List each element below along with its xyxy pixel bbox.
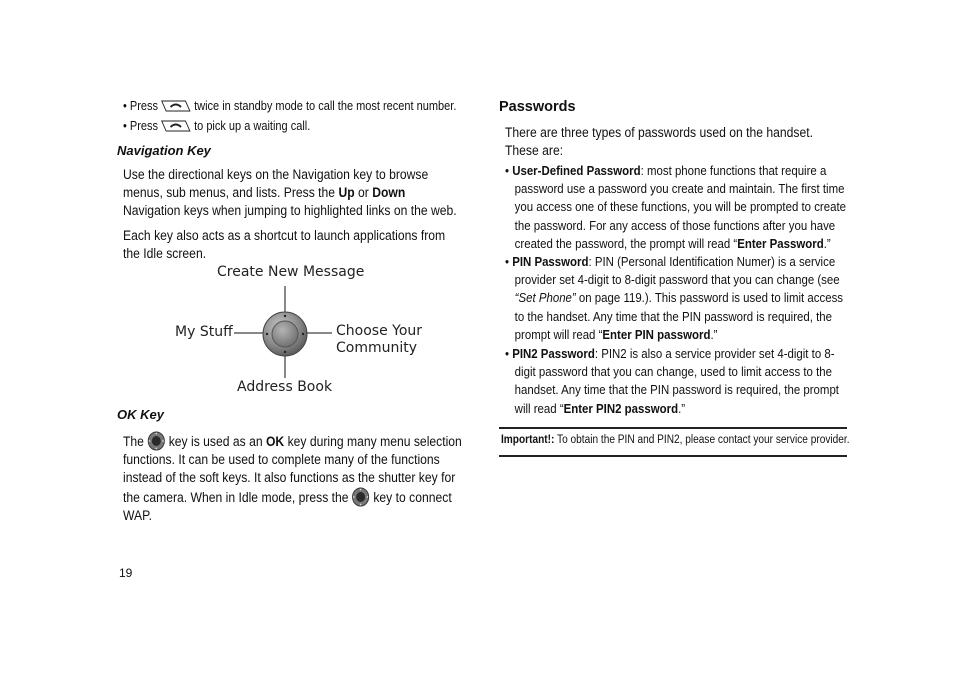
ok-key-icon bbox=[147, 431, 165, 451]
send-key-icon bbox=[161, 100, 191, 112]
navigation-key-heading: Navigation Key bbox=[117, 143, 211, 158]
send-key-icon bbox=[161, 120, 191, 132]
password-item-pin2: • PIN2 Password: PIN2 is also a service provider set 4-digit to 8-digit password that you can change, used to limit access to the handset. Any time that the PIN password is required, the prompt will read “Enter PIN2 password.” bbox=[505, 346, 839, 416]
bullet-send-key-waiting: • Press to pick up a waiting call. bbox=[123, 119, 311, 133]
diagram-label-right-2: Community bbox=[336, 340, 418, 356]
important-note: Important!: To obtain the PIN and PIN2, please contact your service provider. bbox=[501, 434, 850, 446]
navigation-key-diagram bbox=[230, 284, 340, 379]
bullet-send-key-twice: • Press twice in standby mode to call the most recent number. bbox=[123, 99, 457, 113]
diagram-label-bottom: Address Book bbox=[237, 379, 333, 395]
password-item-pin: • PIN Password: PIN (Personal Identification Numer) is a service provider set 4-digit to 8-digit password that you can change (see “Set Phone” on page 119.). This password is used to limit access to the handset. Any time that the PIN password is required, the prompt will read “Enter PIN password.” bbox=[505, 254, 844, 342]
navigation-shortcut-paragraph: Each key also acts as a shortcut to launch applications from the Idle screen. bbox=[123, 228, 446, 261]
note-bottom-rule bbox=[499, 455, 847, 457]
ok-key-heading: OK Key bbox=[117, 407, 164, 422]
diagram-label-left: My Stuff bbox=[175, 324, 233, 340]
passwords-heading: Passwords bbox=[499, 99, 576, 115]
diagram-label-right-1: Choose Your bbox=[336, 323, 423, 339]
page-number: 19 bbox=[119, 566, 133, 580]
passwords-intro: There are three types of passwords used on the handset. These are: bbox=[505, 125, 813, 158]
diagram-label-top: Create New Message bbox=[217, 264, 365, 280]
password-item-user-defined: • User-Defined Password: most phone functions that require a password use a password you create and maintain. The first time you access one of these functions, you will be prompted to create the password. For any access of those functions after you have created the password, the prompt will read “Enter Password.” bbox=[505, 163, 846, 251]
ok-key-icon bbox=[352, 487, 370, 507]
note-top-rule bbox=[499, 427, 847, 429]
navigation-key-paragraph: Use the directional keys on the Navigation key to browse menus, sub menus, and lists. Press the Up or Down Navigation keys when jumping to highlighted links on the web. bbox=[123, 167, 457, 218]
ok-key-paragraph: The key is used as an OK key during many menu selection functions. It can be used to complete many of the functions instead of the soft keys. It also functions as the shutter key for the camera. When in Idle mode, press the key to connect WAP. bbox=[123, 431, 463, 525]
